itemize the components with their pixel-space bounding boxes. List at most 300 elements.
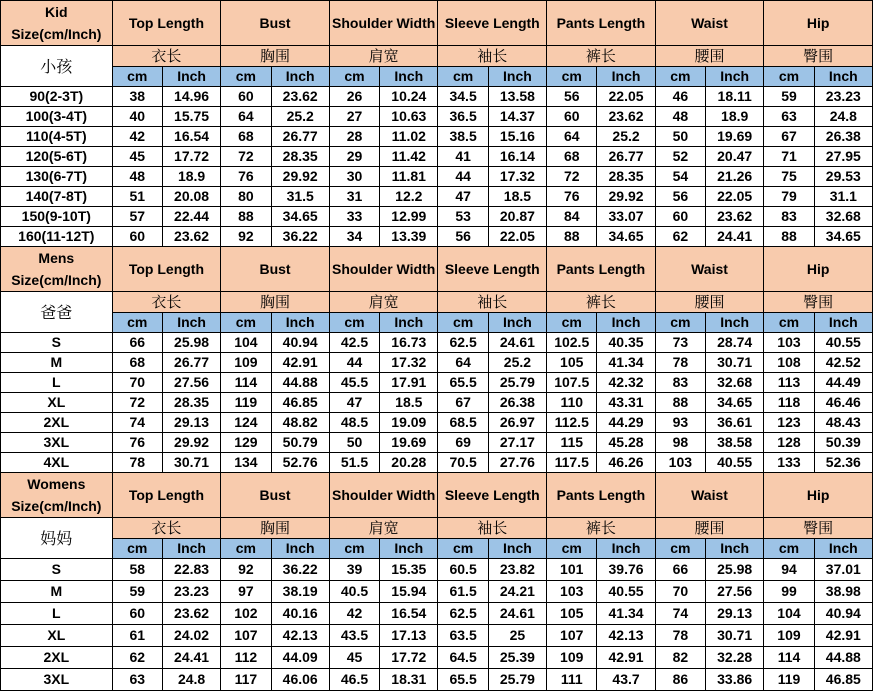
size-row (1, 559, 873, 581)
column-header-cn: 裤长 (547, 292, 656, 313)
value-cm: 64 (547, 127, 597, 147)
value-inch: 17.13 (380, 625, 438, 647)
value-cm: 103 (547, 581, 597, 603)
size-row (1, 353, 873, 373)
column-header: Pants Length (547, 1, 656, 46)
value-inch: 25.2 (271, 107, 329, 127)
column-header: Top Length (112, 1, 221, 46)
size-label: L (1, 603, 113, 625)
value-cm: 112.5 (547, 413, 597, 433)
value-inch: 23.62 (597, 107, 655, 127)
value-cm: 46 (655, 87, 705, 107)
unit-inch: Inch (162, 313, 220, 333)
value-inch: 22.44 (162, 207, 220, 227)
value-cm: 110 (547, 393, 597, 413)
value-cm: 78 (655, 625, 705, 647)
value-cm: 62 (655, 227, 705, 247)
section-title (1, 473, 113, 518)
value-cm: 59 (764, 87, 814, 107)
size-label: L (1, 373, 113, 393)
value-cm: 114 (764, 647, 814, 669)
size-label: 4XL (1, 453, 113, 473)
value-inch: 27.56 (706, 581, 764, 603)
value-cm: 40.5 (329, 581, 379, 603)
value-cm: 39 (329, 559, 379, 581)
value-cm: 27 (329, 107, 379, 127)
value-cm: 70 (655, 581, 705, 603)
value-inch: 40.55 (814, 333, 872, 353)
value-cm: 60 (655, 207, 705, 227)
value-inch: 40.55 (597, 581, 655, 603)
value-inch: 15.94 (380, 581, 438, 603)
value-cm: 68 (547, 147, 597, 167)
value-cm: 36.5 (438, 107, 488, 127)
value-cm: 109 (764, 625, 814, 647)
value-cm: 43.5 (329, 625, 379, 647)
value-inch: 25.79 (488, 373, 546, 393)
value-cm: 99 (764, 581, 814, 603)
value-cm: 61.5 (438, 581, 488, 603)
value-cm: 117.5 (547, 453, 597, 473)
value-cm: 70.5 (438, 453, 488, 473)
value-inch: 29.92 (271, 167, 329, 187)
size-label: 3XL (1, 433, 113, 453)
value-cm: 74 (112, 413, 162, 433)
value-inch: 15.16 (488, 127, 546, 147)
value-cm: 73 (655, 333, 705, 353)
value-inch: 11.02 (380, 127, 438, 147)
value-inch: 25.2 (597, 127, 655, 147)
section-title-name: Mens (38, 250, 75, 266)
value-inch: 31.5 (271, 187, 329, 207)
value-cm: 41 (438, 147, 488, 167)
column-header-cn: 臀围 (764, 292, 873, 313)
value-cm: 60 (547, 107, 597, 127)
value-cm: 61 (112, 625, 162, 647)
size-row (1, 581, 873, 603)
value-cm: 128 (764, 433, 814, 453)
unit-row (1, 313, 873, 333)
value-cm: 86 (655, 669, 705, 691)
value-cm: 72 (112, 393, 162, 413)
value-cm: 69 (438, 433, 488, 453)
value-inch: 41.34 (597, 603, 655, 625)
value-inch: 26.38 (814, 127, 872, 147)
column-header: Sleeve Length (438, 1, 547, 46)
column-header: Shoulder Width (329, 1, 438, 46)
value-inch: 46.85 (271, 393, 329, 413)
value-inch: 48.82 (271, 413, 329, 433)
column-header: Top Length (112, 473, 221, 518)
value-cm: 53 (438, 207, 488, 227)
size-row (1, 393, 873, 413)
value-cm: 94 (764, 559, 814, 581)
value-cm: 74 (655, 603, 705, 625)
value-cm: 68 (221, 127, 271, 147)
value-inch: 36.22 (271, 559, 329, 581)
value-cm: 133 (764, 453, 814, 473)
value-cm: 124 (221, 413, 271, 433)
section-title-name: Womens (27, 476, 86, 492)
value-inch: 40.94 (271, 333, 329, 353)
value-inch: 21.26 (706, 167, 764, 187)
value-inch: 23.23 (814, 87, 872, 107)
value-inch: 19.09 (380, 413, 438, 433)
value-inch: 36.61 (706, 413, 764, 433)
value-cm: 92 (221, 559, 271, 581)
size-label: 3XL (1, 669, 113, 691)
value-inch: 17.72 (162, 147, 220, 167)
value-inch: 29.13 (706, 603, 764, 625)
column-header-cn: 胸围 (221, 292, 330, 313)
value-cm: 78 (655, 353, 705, 373)
value-cm: 117 (221, 669, 271, 691)
value-inch: 24.02 (162, 625, 220, 647)
column-header: Sleeve Length (438, 247, 547, 292)
value-inch: 34.65 (814, 227, 872, 247)
size-row (1, 107, 873, 127)
value-inch: 17.32 (488, 167, 546, 187)
unit-inch: Inch (814, 539, 872, 559)
column-header-cn: 衣长 (112, 46, 221, 67)
unit-cm: cm (112, 67, 162, 87)
value-inch: 29.92 (162, 433, 220, 453)
value-cm: 60.5 (438, 559, 488, 581)
value-cm: 63 (764, 107, 814, 127)
value-inch: 28.35 (597, 167, 655, 187)
column-header: Waist (655, 473, 764, 518)
value-cm: 60 (112, 227, 162, 247)
value-inch: 39.76 (597, 559, 655, 581)
column-header-cn: 臀围 (764, 46, 873, 67)
value-cm: 84 (547, 207, 597, 227)
section-header-row (1, 1, 873, 46)
value-inch: 28.74 (706, 333, 764, 353)
value-inch: 19.69 (706, 127, 764, 147)
value-cm: 42.5 (329, 333, 379, 353)
unit-cm: cm (329, 313, 379, 333)
size-row (1, 453, 873, 473)
value-inch: 24.61 (488, 603, 546, 625)
value-cm: 92 (221, 227, 271, 247)
size-label: M (1, 581, 113, 603)
column-header-cn: 袖长 (438, 292, 547, 313)
size-label: 90(2-3T) (1, 87, 113, 107)
value-inch: 25.2 (488, 353, 546, 373)
value-inch: 50.79 (271, 433, 329, 453)
value-cm: 59 (112, 581, 162, 603)
value-inch: 14.37 (488, 107, 546, 127)
column-header: Pants Length (547, 473, 656, 518)
unit-cm: cm (329, 67, 379, 87)
size-row (1, 413, 873, 433)
value-inch: 27.17 (488, 433, 546, 453)
value-inch: 42.52 (814, 353, 872, 373)
value-cm: 48 (112, 167, 162, 187)
column-header: Bust (221, 1, 330, 46)
unit-row (1, 67, 873, 87)
column-header-cn: 臀围 (764, 518, 873, 539)
value-cm: 107 (221, 625, 271, 647)
value-inch: 15.35 (380, 559, 438, 581)
section-header-cn-row (1, 518, 873, 539)
value-cm: 82 (655, 647, 705, 669)
unit-cm: cm (547, 539, 597, 559)
value-inch: 45.28 (597, 433, 655, 453)
section-title (1, 1, 113, 46)
size-label: 2XL (1, 647, 113, 669)
value-cm: 88 (655, 393, 705, 413)
value-inch: 44.29 (597, 413, 655, 433)
value-cm: 129 (221, 433, 271, 453)
value-cm: 109 (221, 353, 271, 373)
value-inch: 23.82 (488, 559, 546, 581)
value-inch: 18.31 (380, 669, 438, 691)
value-cm: 78 (112, 453, 162, 473)
value-cm: 66 (112, 333, 162, 353)
value-cm: 44 (438, 167, 488, 187)
section-title (1, 247, 113, 292)
size-row (1, 333, 873, 353)
value-cm: 38.5 (438, 127, 488, 147)
value-cm: 62 (112, 647, 162, 669)
unit-inch: Inch (162, 539, 220, 559)
value-cm: 64.5 (438, 647, 488, 669)
column-header-cn: 胸围 (221, 518, 330, 539)
value-inch: 24.8 (814, 107, 872, 127)
value-cm: 60 (221, 87, 271, 107)
value-cm: 112 (221, 647, 271, 669)
value-cm: 33 (329, 207, 379, 227)
value-inch: 38.58 (706, 433, 764, 453)
value-inch: 18.9 (706, 107, 764, 127)
value-cm: 107 (547, 625, 597, 647)
value-cm: 56 (438, 227, 488, 247)
value-inch: 13.58 (488, 87, 546, 107)
value-cm: 29 (329, 147, 379, 167)
value-cm: 31 (329, 187, 379, 207)
value-cm: 50 (655, 127, 705, 147)
value-cm: 34.5 (438, 87, 488, 107)
unit-inch: Inch (706, 67, 764, 87)
size-row (1, 669, 873, 691)
value-inch: 10.63 (380, 107, 438, 127)
size-label: M (1, 353, 113, 373)
value-cm: 88 (547, 227, 597, 247)
value-inch: 40.55 (706, 453, 764, 473)
value-inch: 43.7 (597, 669, 655, 691)
size-label: S (1, 559, 113, 581)
size-row (1, 227, 873, 247)
value-inch: 33.07 (597, 207, 655, 227)
value-cm: 48.5 (329, 413, 379, 433)
value-cm: 102.5 (547, 333, 597, 353)
size-label: 140(7-8T) (1, 187, 113, 207)
value-cm: 44 (329, 353, 379, 373)
column-header-cn: 腰围 (655, 518, 764, 539)
value-inch: 18.11 (706, 87, 764, 107)
value-inch: 33.86 (706, 669, 764, 691)
value-cm: 64 (438, 353, 488, 373)
value-inch: 52.36 (814, 453, 872, 473)
value-cm: 79 (764, 187, 814, 207)
value-inch: 16.54 (162, 127, 220, 147)
value-inch: 29.13 (162, 413, 220, 433)
value-inch: 26.38 (488, 393, 546, 413)
value-cm: 57 (112, 207, 162, 227)
section-title-name: Kid (45, 4, 68, 20)
value-cm: 67 (438, 393, 488, 413)
unit-cm: cm (438, 539, 488, 559)
value-inch: 23.62 (162, 227, 220, 247)
value-inch: 11.42 (380, 147, 438, 167)
value-inch: 23.62 (706, 207, 764, 227)
value-cm: 45 (329, 647, 379, 669)
size-label: 150(9-10T) (1, 207, 113, 227)
unit-cm: cm (764, 539, 814, 559)
unit-inch: Inch (597, 313, 655, 333)
unit-inch: Inch (597, 67, 655, 87)
unit-cm: cm (112, 313, 162, 333)
value-inch: 25 (488, 625, 546, 647)
size-row (1, 147, 873, 167)
value-cm: 103 (655, 453, 705, 473)
value-inch: 18.9 (162, 167, 220, 187)
value-inch: 48.43 (814, 413, 872, 433)
value-cm: 104 (764, 603, 814, 625)
size-label: 130(6-7T) (1, 167, 113, 187)
value-cm: 45 (112, 147, 162, 167)
unit-inch: Inch (380, 313, 438, 333)
value-inch: 43.31 (597, 393, 655, 413)
value-cm: 70 (112, 373, 162, 393)
value-inch: 25.79 (488, 669, 546, 691)
unit-cm: cm (221, 313, 271, 333)
unit-inch: Inch (271, 313, 329, 333)
unit-inch: Inch (380, 67, 438, 87)
size-label: 2XL (1, 413, 113, 433)
value-cm: 111 (547, 669, 597, 691)
value-cm: 98 (655, 433, 705, 453)
value-cm: 109 (547, 647, 597, 669)
value-inch: 28.35 (162, 393, 220, 413)
value-inch: 46.06 (271, 669, 329, 691)
value-inch: 26.77 (597, 147, 655, 167)
value-cm: 40 (112, 107, 162, 127)
value-inch: 44.49 (814, 373, 872, 393)
value-inch: 24.21 (488, 581, 546, 603)
value-inch: 25.39 (488, 647, 546, 669)
value-inch: 24.61 (488, 333, 546, 353)
value-cm: 119 (764, 669, 814, 691)
value-cm: 83 (764, 207, 814, 227)
value-cm: 63 (112, 669, 162, 691)
section-title-cn: 爸爸 (1, 292, 113, 333)
value-inch: 20.08 (162, 187, 220, 207)
section-header-cn-row (1, 46, 873, 67)
value-inch: 23.62 (162, 603, 220, 625)
value-cm: 101 (547, 559, 597, 581)
value-inch: 42.91 (271, 353, 329, 373)
value-cm: 30 (329, 167, 379, 187)
value-inch: 32.28 (706, 647, 764, 669)
value-inch: 18.5 (380, 393, 438, 413)
value-inch: 23.62 (271, 87, 329, 107)
value-inch: 27.95 (814, 147, 872, 167)
unit-inch: Inch (488, 67, 546, 87)
size-row (1, 87, 873, 107)
unit-inch: Inch (814, 67, 872, 87)
value-inch: 26.97 (488, 413, 546, 433)
column-header: Hip (764, 247, 873, 292)
value-inch: 24.41 (706, 227, 764, 247)
size-label: 160(11-12T) (1, 227, 113, 247)
value-inch: 26.77 (271, 127, 329, 147)
value-cm: 76 (547, 187, 597, 207)
value-inch: 18.5 (488, 187, 546, 207)
value-cm: 68 (112, 353, 162, 373)
value-inch: 17.72 (380, 647, 438, 669)
unit-inch: Inch (162, 67, 220, 87)
value-cm: 58 (112, 559, 162, 581)
value-cm: 68.5 (438, 413, 488, 433)
unit-row (1, 539, 873, 559)
size-label: 120(5-6T) (1, 147, 113, 167)
value-cm: 97 (221, 581, 271, 603)
value-cm: 67 (764, 127, 814, 147)
value-cm: 72 (547, 167, 597, 187)
column-header: Hip (764, 473, 873, 518)
column-header-cn: 胸围 (221, 46, 330, 67)
value-inch: 15.75 (162, 107, 220, 127)
value-inch: 41.34 (597, 353, 655, 373)
size-row (1, 207, 873, 227)
value-inch: 30.71 (706, 353, 764, 373)
value-cm: 56 (655, 187, 705, 207)
column-header: Pants Length (547, 247, 656, 292)
size-row (1, 433, 873, 453)
value-cm: 105 (547, 353, 597, 373)
value-cm: 65.5 (438, 373, 488, 393)
value-inch: 20.28 (380, 453, 438, 473)
value-inch: 14.96 (162, 87, 220, 107)
unit-cm: cm (764, 313, 814, 333)
size-label: 110(4-5T) (1, 127, 113, 147)
size-label: XL (1, 625, 113, 647)
size-label: XL (1, 393, 113, 413)
value-inch: 50.39 (814, 433, 872, 453)
value-inch: 42.32 (597, 373, 655, 393)
value-inch: 12.99 (380, 207, 438, 227)
value-cm: 104 (221, 333, 271, 353)
value-inch: 22.05 (706, 187, 764, 207)
column-header: Bust (221, 247, 330, 292)
value-cm: 60 (112, 603, 162, 625)
value-inch: 23.23 (162, 581, 220, 603)
value-inch: 34.65 (706, 393, 764, 413)
value-inch: 32.68 (814, 207, 872, 227)
unit-cm: cm (764, 67, 814, 87)
column-header: Waist (655, 247, 764, 292)
value-inch: 24.41 (162, 647, 220, 669)
value-cm: 88 (764, 227, 814, 247)
column-header: Waist (655, 1, 764, 46)
value-cm: 76 (112, 433, 162, 453)
unit-inch: Inch (271, 539, 329, 559)
unit-cm: cm (438, 67, 488, 87)
value-inch: 29.92 (597, 187, 655, 207)
value-cm: 114 (221, 373, 271, 393)
